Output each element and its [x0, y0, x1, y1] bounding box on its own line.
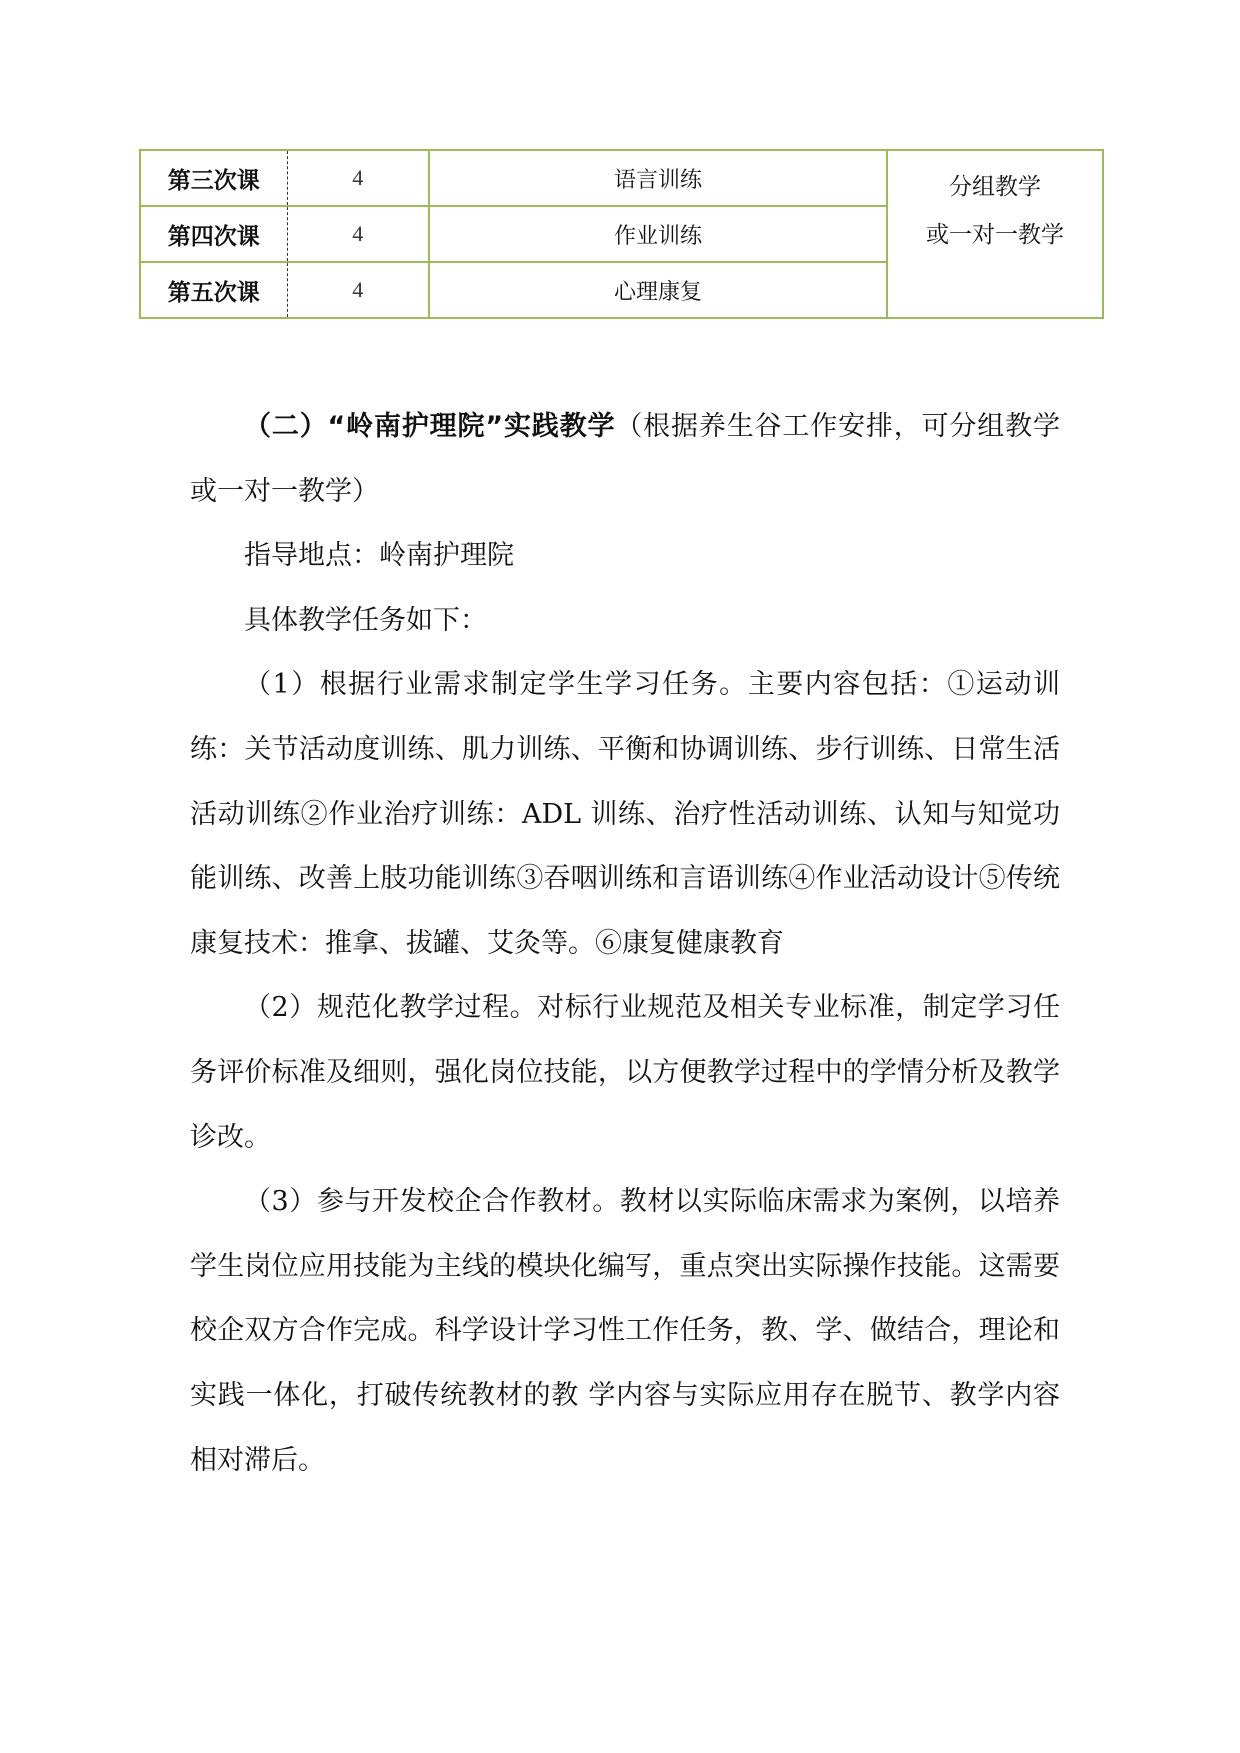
hours-cell: 4: [287, 206, 429, 262]
task-item-1: （1）根据行业需求制定学生学习任务。主要内容包括：①运动训练：关节活动度训练、肌力训练、平衡和协调训练、步行训练、日常生活活动训练②作业治疗训练：ADL 训练、治疗性活动训练、认知与知觉功能训练、改善上肢功能训练③吞咽训练和言语训练④作业活动设计⑤传统康复技术：推拿、拔罐、艾灸等。⑥康复健康教育: [190, 669, 1060, 959]
teaching-method-line: 分组教学: [949, 174, 1041, 200]
task-item-2: （2）规范化教学过程。对标行业规范及相关专业标准，制定学习任务评价标准及细则，强化岗位技能，以方便教学过程中的学情分析及教学诊改。: [190, 992, 1060, 1153]
lesson-name-cell: 第五次课: [140, 262, 287, 318]
lesson-name-cell: 第四次课: [140, 206, 287, 262]
topic-cell: 心理康复: [429, 262, 887, 318]
table-row: [140, 150, 1103, 206]
section-note: （根据养生谷工作安排，可分组教学或一对一教学）: [190, 411, 1060, 507]
topic-cell: 语言训练: [429, 150, 887, 206]
location-paragraph: 指导地点：岭南护理院: [244, 540, 514, 572]
hours-cell: 4: [287, 150, 429, 206]
course-schedule-table: [139, 149, 1102, 317]
tasks-intro-paragraph: 具体教学任务如下：: [244, 604, 487, 636]
section-heading: [190, 395, 1060, 524]
task-item-3: （3）参与开发校企合作教材。教材以实际临床需求为案例，以培养学生岗位应用技能为主线的模块化编写，重点突出实际操作技能。这需要校企双方合作完成。科学设计学习性工作任务，教、学、做结合，理论和实践一体化，打破传统教材的教 学内容与实际应用存在脱节、教学内容相对滞后。: [190, 1186, 1060, 1476]
topic-cell: 作业训练: [429, 206, 887, 262]
document-body: [190, 395, 1060, 1493]
section-title: （二）“岭南护理院”实践教学: [244, 411, 616, 442]
teaching-method-cell: [887, 150, 1103, 318]
lesson-name-cell: 第三次课: [140, 150, 287, 206]
hours-cell: 4: [287, 262, 429, 318]
teaching-method-line: 或一对一教学: [926, 222, 1064, 248]
